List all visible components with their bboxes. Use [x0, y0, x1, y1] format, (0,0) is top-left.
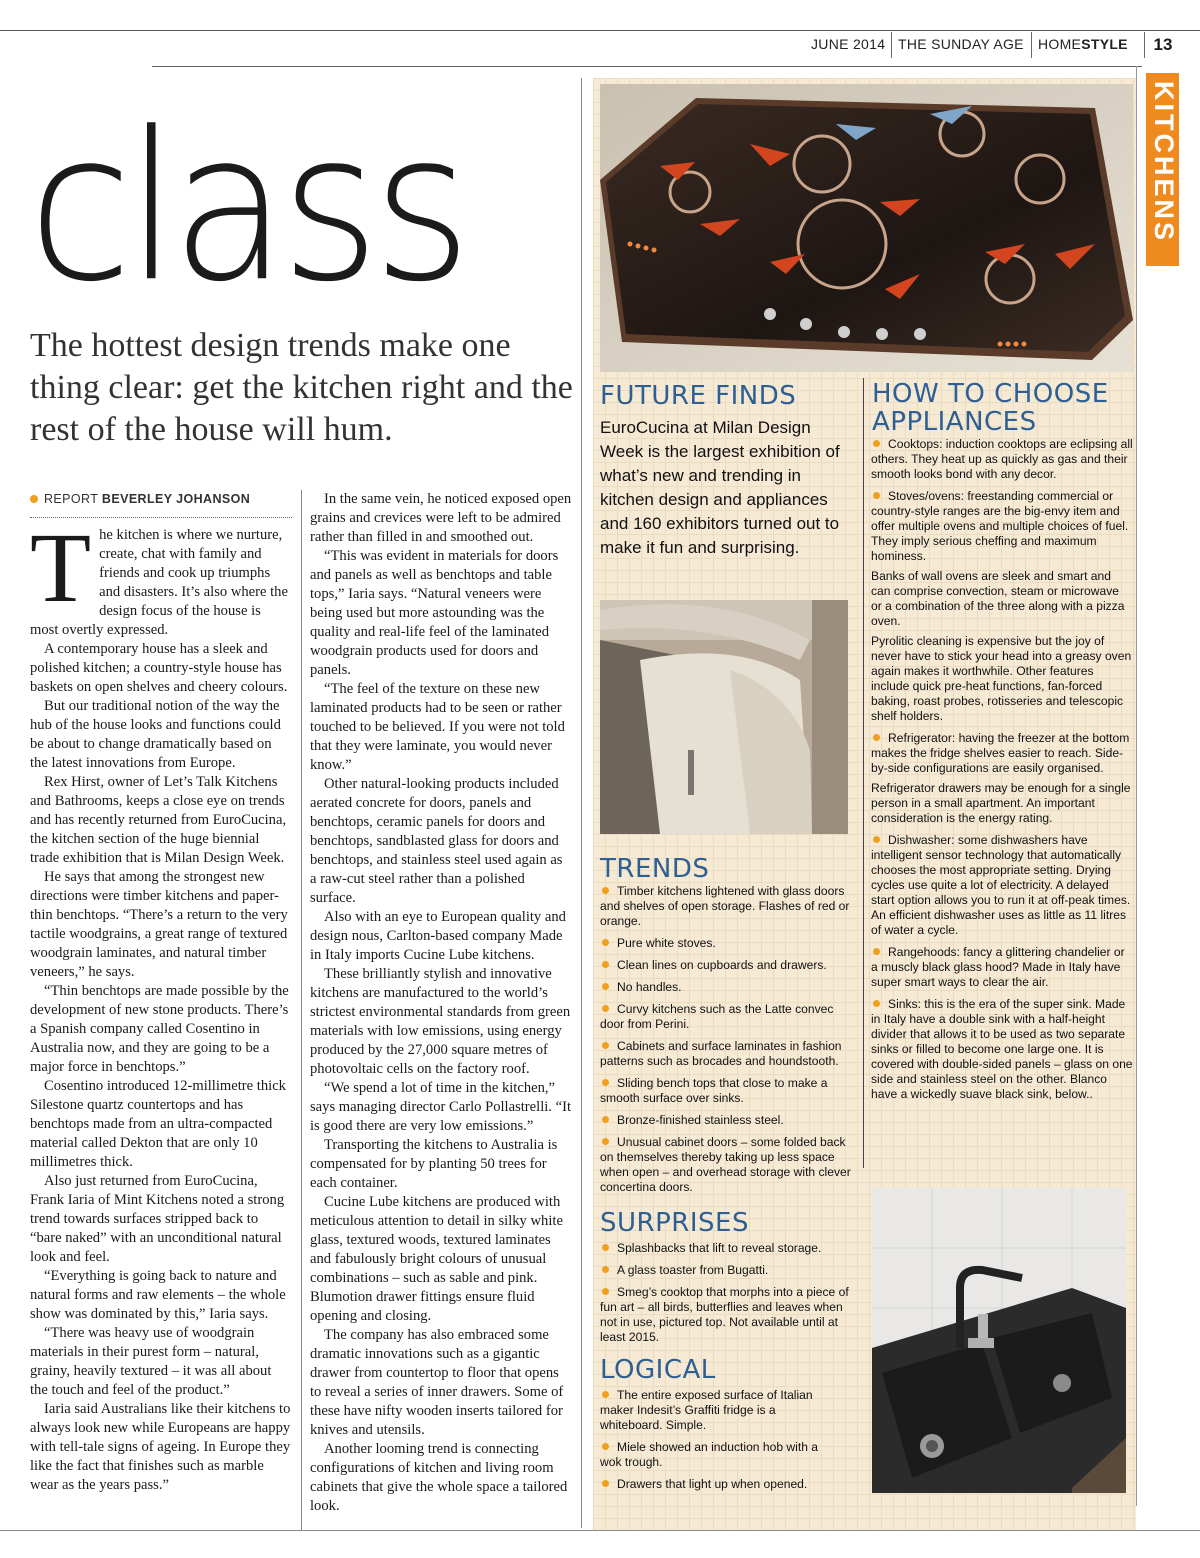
list-item: No handles. — [600, 980, 855, 995]
section-name: HOMESTYLE — [1038, 36, 1128, 52]
article-paragraph: “The feel of the texture on these new laminated products had to be seen or rather touched to be believed. If you were not told that they were laminate, you would never know.” — [310, 681, 565, 773]
trends-heading: TRENDS — [600, 854, 710, 884]
article-paragraph: Other natural-looking products included aerated concrete for doors, panels and benchtops, ceramic panels for doors and benchtops, sandblasted glass for doors and benchtops, and stainless steel used again as a raw-cut steel rather than a polished surface. — [310, 776, 563, 906]
paper-name: THE SUNDAY AGE — [898, 36, 1024, 52]
article-paragraphs — [30, 640, 292, 1495]
bullet-icon — [873, 440, 880, 447]
article-paragraph: Iaria said Australians like their kitchens to always look new while Europeans are happy with tell-tale signs of ageing. In Europe they like the fact that finishes such as marble wear as the years pass.” — [30, 1401, 291, 1493]
list-item: Sliding bench tops that close to make a smooth surface over sinks. — [600, 1076, 828, 1105]
list-item: Curvy kitchens such as the Latte convec door from Perini. — [600, 1002, 834, 1031]
logical-heading: LOGICAL — [600, 1355, 716, 1385]
article-paragraph: “Everything is going back to nature and natural forms and raw elements – the whole show was dominated by this,” Iaria says. — [30, 1268, 286, 1322]
article-paragraph: “There was heavy use of woodgrain materials in their purest form – natural, grainy, heavily textured – it was all about the touch and feel of the product.” — [30, 1325, 272, 1398]
article-paragraph: Also just returned from EuroCucina, Frank Iaria of Mint Kitchens noted a strong trend towards surfaces stripped back to “bare naked” with an unconditional natural look and feel. — [30, 1173, 285, 1265]
list-item: Dishwasher: some dishwashers have intelligent sensor technology that automatically chooses the most appropriate setting. Drying cycles use quite a lot of electricity. A delayed start option allows you to run it at off-peak times. An efficient dishwasher uses as little as 11 litres of water a cycle. — [871, 833, 1131, 937]
page-number: 13 — [1153, 35, 1173, 54]
article-paragraph: The company has also embraced some dramatic innovations such as a gigantic drawer from countertop to floor that opens to reveal a series of inner drawers. Some of these have nifty wooden inserts tailored for knives and utensils. — [310, 1327, 564, 1438]
bullet-icon — [602, 1266, 609, 1273]
bullet-icon — [602, 1391, 609, 1398]
article-paragraph: “We spend a lot of time in the kitchen,” says managing director Carlo Pollastrelli. “It is good there are very low emissions.” — [310, 1080, 571, 1134]
appliances-heading: HOW TO CHOOSE APPLIANCES — [872, 379, 1109, 437]
list-item: Smeg’s cooktop that morphs into a piece of fun art – all birds, butterflies and leaves when not in use, pictured top. Not available until at least 2015. — [600, 1285, 849, 1344]
sidebar-column-rule — [863, 378, 864, 1168]
list-item: Drawers that light up when opened. — [600, 1477, 840, 1492]
bullet-icon — [602, 1443, 609, 1450]
bullet-icon — [873, 734, 880, 741]
article-paragraph: Another looming trend is connecting configurations of kitchen and living room cabinets that give the whole space a tailored look. — [310, 1441, 568, 1514]
article-paragraph: These brilliantly stylish and innovative kitchens are manufactured to the world’s strictest environmental standards from green materials with low emissions, using energy produced by the 27,000 square metres of photovoltaic cells on the factory roof. — [310, 966, 571, 1077]
header-divider — [1031, 32, 1032, 58]
article-paragraph: He says that among the strongest new directions were timber kitchens and paper-thin benchtops. “There’s a return to the very tactile woodgrains, a great range of textured woodgrain laminates, and natural timber veneers,” he says. — [30, 869, 288, 980]
list-item: Stoves/ovens: freestanding commercial or country-style ranges are the big-envy item and offer multiple ovens and multiple choices of fuel. They imply serious cheffing and maximum hominess. — [871, 489, 1129, 563]
future-finds-intro: EuroCucina at Milan Design Week is the largest exhibition of what’s new and trending in kitchen design and appliances and 160 exhibitors turned out to make it fun and surprising. — [600, 418, 840, 557]
article-paragraph: Transporting the kitchens to Australia is compensated for by planting 50 trees for each container. — [310, 1137, 558, 1191]
article-paragraph: In the same vein, he noticed exposed open grains and crevices were left to be admired rather than filled in and smoothed out. — [310, 491, 572, 545]
column-rule — [581, 78, 582, 1528]
bullet-icon — [602, 961, 609, 968]
bullet-icon — [602, 1480, 609, 1487]
list-item: Pure white stoves. — [600, 936, 855, 951]
article-paragraph: But our traditional notion of the way the hub of the house looks and functions could be about to change dramatically based on the latest innovations from Europe. — [30, 698, 281, 771]
cooktop-photo — [600, 84, 1133, 372]
list-item: Cabinets and surface laminates in fashion patterns such as brocades and houndstooth. — [600, 1039, 842, 1068]
drop-cap: T — [30, 512, 92, 623]
bullet-icon — [602, 1005, 609, 1012]
article-paragraph: Also with an eye to European quality and design nous, Carlton-based company Made in Italy imports Cucine Lube kitchens. — [310, 909, 566, 963]
list-item: Miele showed an induction hob with a wok trough. — [600, 1440, 819, 1469]
future-finds-heading: FUTURE FINDS — [600, 381, 797, 411]
standfirst: The hottest design trends make one thing clear: get the kitchen right and the rest of the house will hum. — [30, 327, 573, 448]
bullet-icon — [602, 1042, 609, 1049]
list-item: Clean lines on cupboards and drawers. — [600, 958, 855, 973]
list-item: Cooktops: induction cooktops are eclipsing all others. They heat up as quickly as gas and their smooth looks bond with any decor. — [871, 437, 1133, 481]
right-rule — [1136, 66, 1137, 1506]
article-paragraph: The kitchen is where we nurture, create, chat with family and friends and cook up triumphs and disasters. It’s also where the design focus of the house is most overtly expressed. — [30, 512, 288, 638]
article-paragraph: Cucine Lube kitchens are produced with meticulous attention to detail in silky white glass, textured woods, textured laminates and fabulously bright colours of unusual combinations – such as sable and pink. Blumotion drawer fittings ensure fluid opening and closing. — [310, 1194, 563, 1324]
list-item: Refrigerator drawers may be enough for a single person in a small apartment. An important consideration is the energy rating. — [871, 781, 1131, 825]
black-sink-photo — [872, 1188, 1126, 1493]
bullet-icon — [873, 492, 880, 499]
list-item: The entire exposed surface of Italian maker Indesit’s Graffiti fridge is a whiteboard. Simple. — [600, 1388, 813, 1432]
appliances-list — [871, 437, 1133, 1109]
article-paragraph: “This was evident in materials for doors and panels as well as benchtops and table tops,” Iaria says. “Natural veneers were being used but more astounding was the quality and real-life feel of the laminated woodgrain products used for doors and panels. — [310, 548, 559, 678]
list-item: Rangehoods: fancy a glittering chandelier or a muscly black glass hood? Made in Italy have super smart ways to clear the air. — [871, 945, 1125, 989]
logical-list — [600, 1388, 840, 1499]
bottom-rule — [0, 1530, 1200, 1531]
section-tab-label: KITCHENS — [1149, 81, 1179, 244]
curved-drawer-photo — [600, 600, 848, 834]
list-item: Banks of wall ovens are sleek and smart and can comprise convection, steam or microwave or a combination of the three along with a pizza oven. — [871, 569, 1125, 628]
surprises-list — [600, 1241, 855, 1352]
list-item: Refrigerator: having the freezer at the bottom makes the fridge shelves easier to reach. Side-by-side configurations are easily organised. — [871, 731, 1130, 775]
column-rule — [301, 490, 302, 1530]
header-rule — [152, 66, 1142, 67]
bullet-icon — [30, 495, 38, 503]
list-item: Timber kitchens lightened with glass doors and shelves of open storage. Flashes of red or orange. — [600, 884, 850, 928]
bullet-icon — [602, 1116, 609, 1123]
list-item: Pyrolitic cleaning is expensive but the joy of never have to stick your head into a greasy oven again makes it worthwhile. Other features include quick pre-heat functions, fan-forced baking, roast probes, rotisseries and telescopic shelf holders. — [871, 634, 1132, 723]
bullet-icon — [873, 1000, 880, 1007]
author-name: BEVERLEY JOHANSON — [101, 492, 251, 506]
surprises-heading: SURPRISES — [600, 1208, 749, 1238]
header-divider — [1144, 32, 1145, 58]
trends-list — [600, 884, 855, 1202]
bullet-icon — [602, 983, 609, 990]
bullet-icon — [873, 948, 880, 955]
article-column-1 — [30, 512, 292, 1495]
issue-date: JUNE 2014 — [811, 36, 886, 52]
bullet-icon — [602, 1244, 609, 1251]
bullet-icon — [602, 887, 609, 894]
article-paragraph: Cosentino introduced 12-millimetre thick Silestone quartz countertops and has benchtops made from an ultra-compacted material called Dekton that are only 10 millimetres thick. — [30, 1078, 286, 1170]
list-item: Unusual cabinet doors – some folded back on themselves thereby taking up less space when open – and overhead storage with clever concertina doors. — [600, 1135, 851, 1194]
top-rule — [0, 30, 1200, 31]
list-item: Bronze-finished stainless steel. — [600, 1113, 855, 1128]
list-item: Splashbacks that lift to reveal storage. — [600, 1241, 855, 1256]
article-paragraph: “Thin benchtops are made possible by the development of new stone products. There’s a Spanish company called Cosentino in Australia now, and they are going to be a major force in benchtops.” — [30, 983, 289, 1075]
header-divider — [891, 32, 892, 58]
bullet-icon — [602, 1079, 609, 1086]
bullet-icon — [602, 1288, 609, 1295]
article-column-2 — [310, 490, 572, 1516]
list-item: A glass toaster from Bugatti. — [600, 1263, 855, 1278]
bullet-icon — [873, 836, 880, 843]
bullet-icon — [602, 939, 609, 946]
article-paragraph: A contemporary house has a sleek and polished kitchen; a country-style house has baskets on open shelves and cheery colours. — [30, 641, 288, 695]
section-tab — [1146, 73, 1179, 266]
byline: REPORT BEVERLEY JOHANSON — [30, 492, 250, 506]
headline: class — [28, 88, 465, 327]
article-paragraph: Rex Hirst, owner of Let’s Talk Kitchens and Bathrooms, keeps a close eye on trends and has recently returned from EuroCucina, the kitchen section of the huge biennial trade exhibition that is Milan Design Week. — [30, 774, 287, 866]
list-item: Sinks: this is the era of the super sink. Made in Italy have a double sink with a half-height divider that allows it to be used as two separate sinks or filled to become one large one. It is covered with double-sided panels – glass on one side and stainless steel on the other. Blanco have a wickedly suave black sink, below.. — [871, 997, 1133, 1101]
bullet-icon — [602, 1138, 609, 1145]
